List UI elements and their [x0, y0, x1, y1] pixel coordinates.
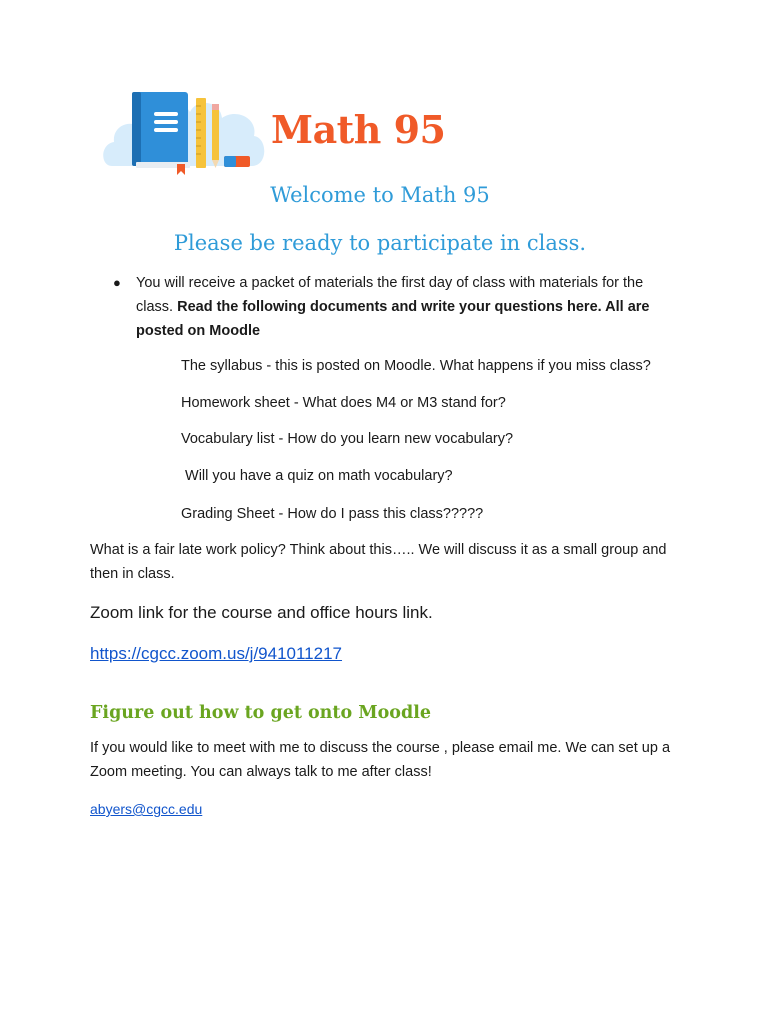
bullet-text-plain: You will receive a packet of materials the first day of class with materials for the class. — [136, 275, 644, 315]
welcome-heading: Welcome to Math 95 — [270, 183, 490, 207]
books-and-pencil-icon — [100, 78, 266, 178]
zoom-heading: Zoom link for the course and office hours link. — [90, 603, 433, 622]
email-link[interactable]: abyers@cgcc.edu — [90, 801, 203, 817]
bullet-text — [136, 271, 673, 343]
document-grading-sheet: Grading Sheet - How do I pass this class????? — [181, 506, 484, 522]
late-work-paragraph: What is a fair late work policy? Think about this….. We will discuss it as a small group and then in class. — [90, 542, 667, 582]
bullet-text-bold: Read the following documents and write your questions here. All are posted on Moodle — [136, 299, 650, 339]
document-homework-sheet: Homework sheet - What does M4 or M3 stand for? — [181, 395, 506, 411]
ready-heading: Please be ready to participate in class. — [173, 231, 587, 255]
page-title: Math 95 — [271, 107, 446, 152]
zoom-link[interactable]: https://cgcc.zoom.us/j/941011217 — [90, 644, 343, 663]
document-vocabulary-quiz: Will you have a quiz on math vocabulary? — [181, 468, 453, 484]
meet-paragraph: If you would like to meet with me to discuss the course , please email me. We can set up a Zoom meeting. You can always talk to me after class! — [90, 740, 671, 780]
bullet-dot-icon: ● — [113, 275, 121, 290]
moodle-heading: Figure out how to get onto Moodle — [90, 703, 431, 723]
materials-bullet — [113, 271, 673, 343]
document-syllabus: The syllabus - this is posted on Moodle. What happens if you miss class? — [181, 358, 651, 374]
document-vocabulary-list: Vocabulary list - How do you learn new vocabulary? — [181, 431, 514, 447]
